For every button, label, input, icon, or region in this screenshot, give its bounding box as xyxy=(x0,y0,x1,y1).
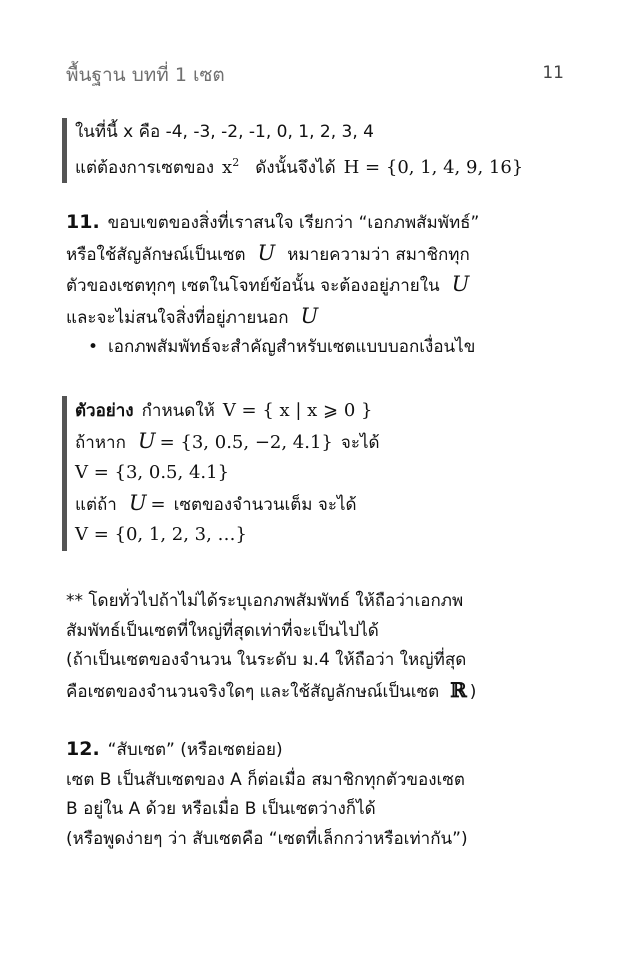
page-number: 11 xyxy=(542,63,564,83)
example-line-2 xyxy=(75,427,575,459)
x-values-line: ในที่นี้ x คือ -4, -3, -2, -1, 0, 1, 2, 3, 4 xyxy=(75,122,374,142)
exponent: 2 xyxy=(232,155,240,169)
example-line-4 xyxy=(75,489,575,521)
v-result-1: V = {3, 0.5, 4.1} xyxy=(75,462,230,483)
note-block xyxy=(66,587,566,707)
then-text: ดังนั้นจึงได้ xyxy=(255,157,336,178)
h-set-math: H = {0, 1, 4, 9, 16} xyxy=(343,156,524,178)
universe-symbol: U xyxy=(300,303,319,328)
h-set-line xyxy=(75,148,575,184)
section-11-line-4-text: และจะไม่สนใจสิ่งที่อยู่ภายนอก xyxy=(66,307,289,328)
section-11-number: 11. xyxy=(66,211,100,233)
v-result-2: V = {0, 1, 2, 3, …} xyxy=(75,524,248,545)
chapter-title: พื้นฐาน บทที่ 1 เซต xyxy=(66,64,225,86)
example-line-5 xyxy=(75,520,575,551)
section-11-bullet xyxy=(66,333,566,363)
example-line-2-end: จะได้ xyxy=(340,432,380,453)
example-line-4-text: แต่ถ้า xyxy=(75,494,117,515)
note-line-4-text: คือเซตของจำนวนจริงใดๆ และใช้สัญลักษณ์เป็นเซต xyxy=(66,681,440,702)
equals-sign: = xyxy=(150,493,166,515)
note-line-3: (ถ้าเป็นเซตของจำนวน ในระดับ ม.4 ให้ถือว่า ใหญ่ที่สุด xyxy=(66,650,467,670)
real-numbers-symbol: ℝ xyxy=(450,677,467,702)
section-11-line-2-b: หมายความว่า สมาชิกทุก xyxy=(287,244,470,265)
note-line-1: ** โดยทั่วไปถ้าไม่ได้ระบุเอกภพสัมพัทธ์ ให้ถือว่าเอกภพ xyxy=(66,591,464,611)
section-12-heading xyxy=(66,735,566,766)
bullet-dot: • xyxy=(88,337,99,357)
example-line-3 xyxy=(75,458,575,489)
section-11-line-2 xyxy=(66,239,566,271)
universe-symbol: U xyxy=(451,272,470,296)
universe-symbol: U xyxy=(137,428,156,453)
note-line-2: สัมพัทธ์เป็นเซตที่ใหญ่ที่สุดเท่าที่จะเป็นไปได้ xyxy=(66,620,379,641)
section-12-line-3: (หรือพูดง่ายๆ ว่า สับเซตคือ “เซตที่เล็กกว่าหรือเท่ากัน”) xyxy=(66,828,468,849)
example-line-2-text: ถ้าหาก xyxy=(75,432,126,453)
example-line-4-end: เซตของจำนวนเต็ม จะได้ xyxy=(173,494,357,515)
example-label: ตัวอย่าง xyxy=(75,401,134,421)
section-12-line-2: B อยู่ใน A ด้วย หรือเมื่อ B เป็นเซตว่างก็ได้ xyxy=(66,799,376,819)
u-set-math: = {3, 0.5, −2, 4.1} xyxy=(159,431,333,453)
x-squared xyxy=(222,157,239,178)
section-11-line-2-a: หรือใช้สัญลักษณ์เป็นเซต xyxy=(66,244,246,265)
example-line-1-text: กำหนดให้ xyxy=(141,401,215,421)
section-11-line-3 xyxy=(66,270,566,302)
section-11-heading-text: ขอบเขตของสิ่งที่เราสนใจ เรียกว่า “เอกภพสัมพัทธ์” xyxy=(107,213,480,233)
closing-paren: ) xyxy=(469,681,477,702)
section-12-title: “สับเซต” (หรือเซตย่อย) xyxy=(107,740,283,760)
section-12-line-1: เซต B เป็นสับเซตของ A ก็ต่อเมื่อ สมาชิกทุกตัวของเซต xyxy=(66,769,465,790)
universe-symbol: U xyxy=(128,490,147,515)
section-11 xyxy=(66,208,566,363)
v-definition: V = { x | x ⩾ 0 } xyxy=(222,400,373,421)
example-block xyxy=(62,396,575,551)
section-11-line-3-text: ตัวของเซตทุกๆ เซตในโจทย์ข้อนั้น จะต้องอยู่ภายใน xyxy=(66,276,440,296)
page-header xyxy=(66,60,564,90)
h-set-text: แต่ต้องการเซตของ xyxy=(75,157,215,178)
note-line-4 xyxy=(66,676,566,708)
example-line-1 xyxy=(75,396,575,427)
universe-symbol: U xyxy=(257,240,276,265)
bullet-text: เอกภพสัมพัทธ์จะสำคัญสำหรับเซตแบบบอกเงื่อนไข xyxy=(108,337,476,357)
x-variable: x xyxy=(222,156,233,178)
section-11-line-4 xyxy=(66,302,566,334)
section-12-number: 12. xyxy=(66,738,100,760)
squares-example-block xyxy=(62,118,575,183)
section-12 xyxy=(66,735,566,854)
section-11-line-1 xyxy=(66,208,566,239)
